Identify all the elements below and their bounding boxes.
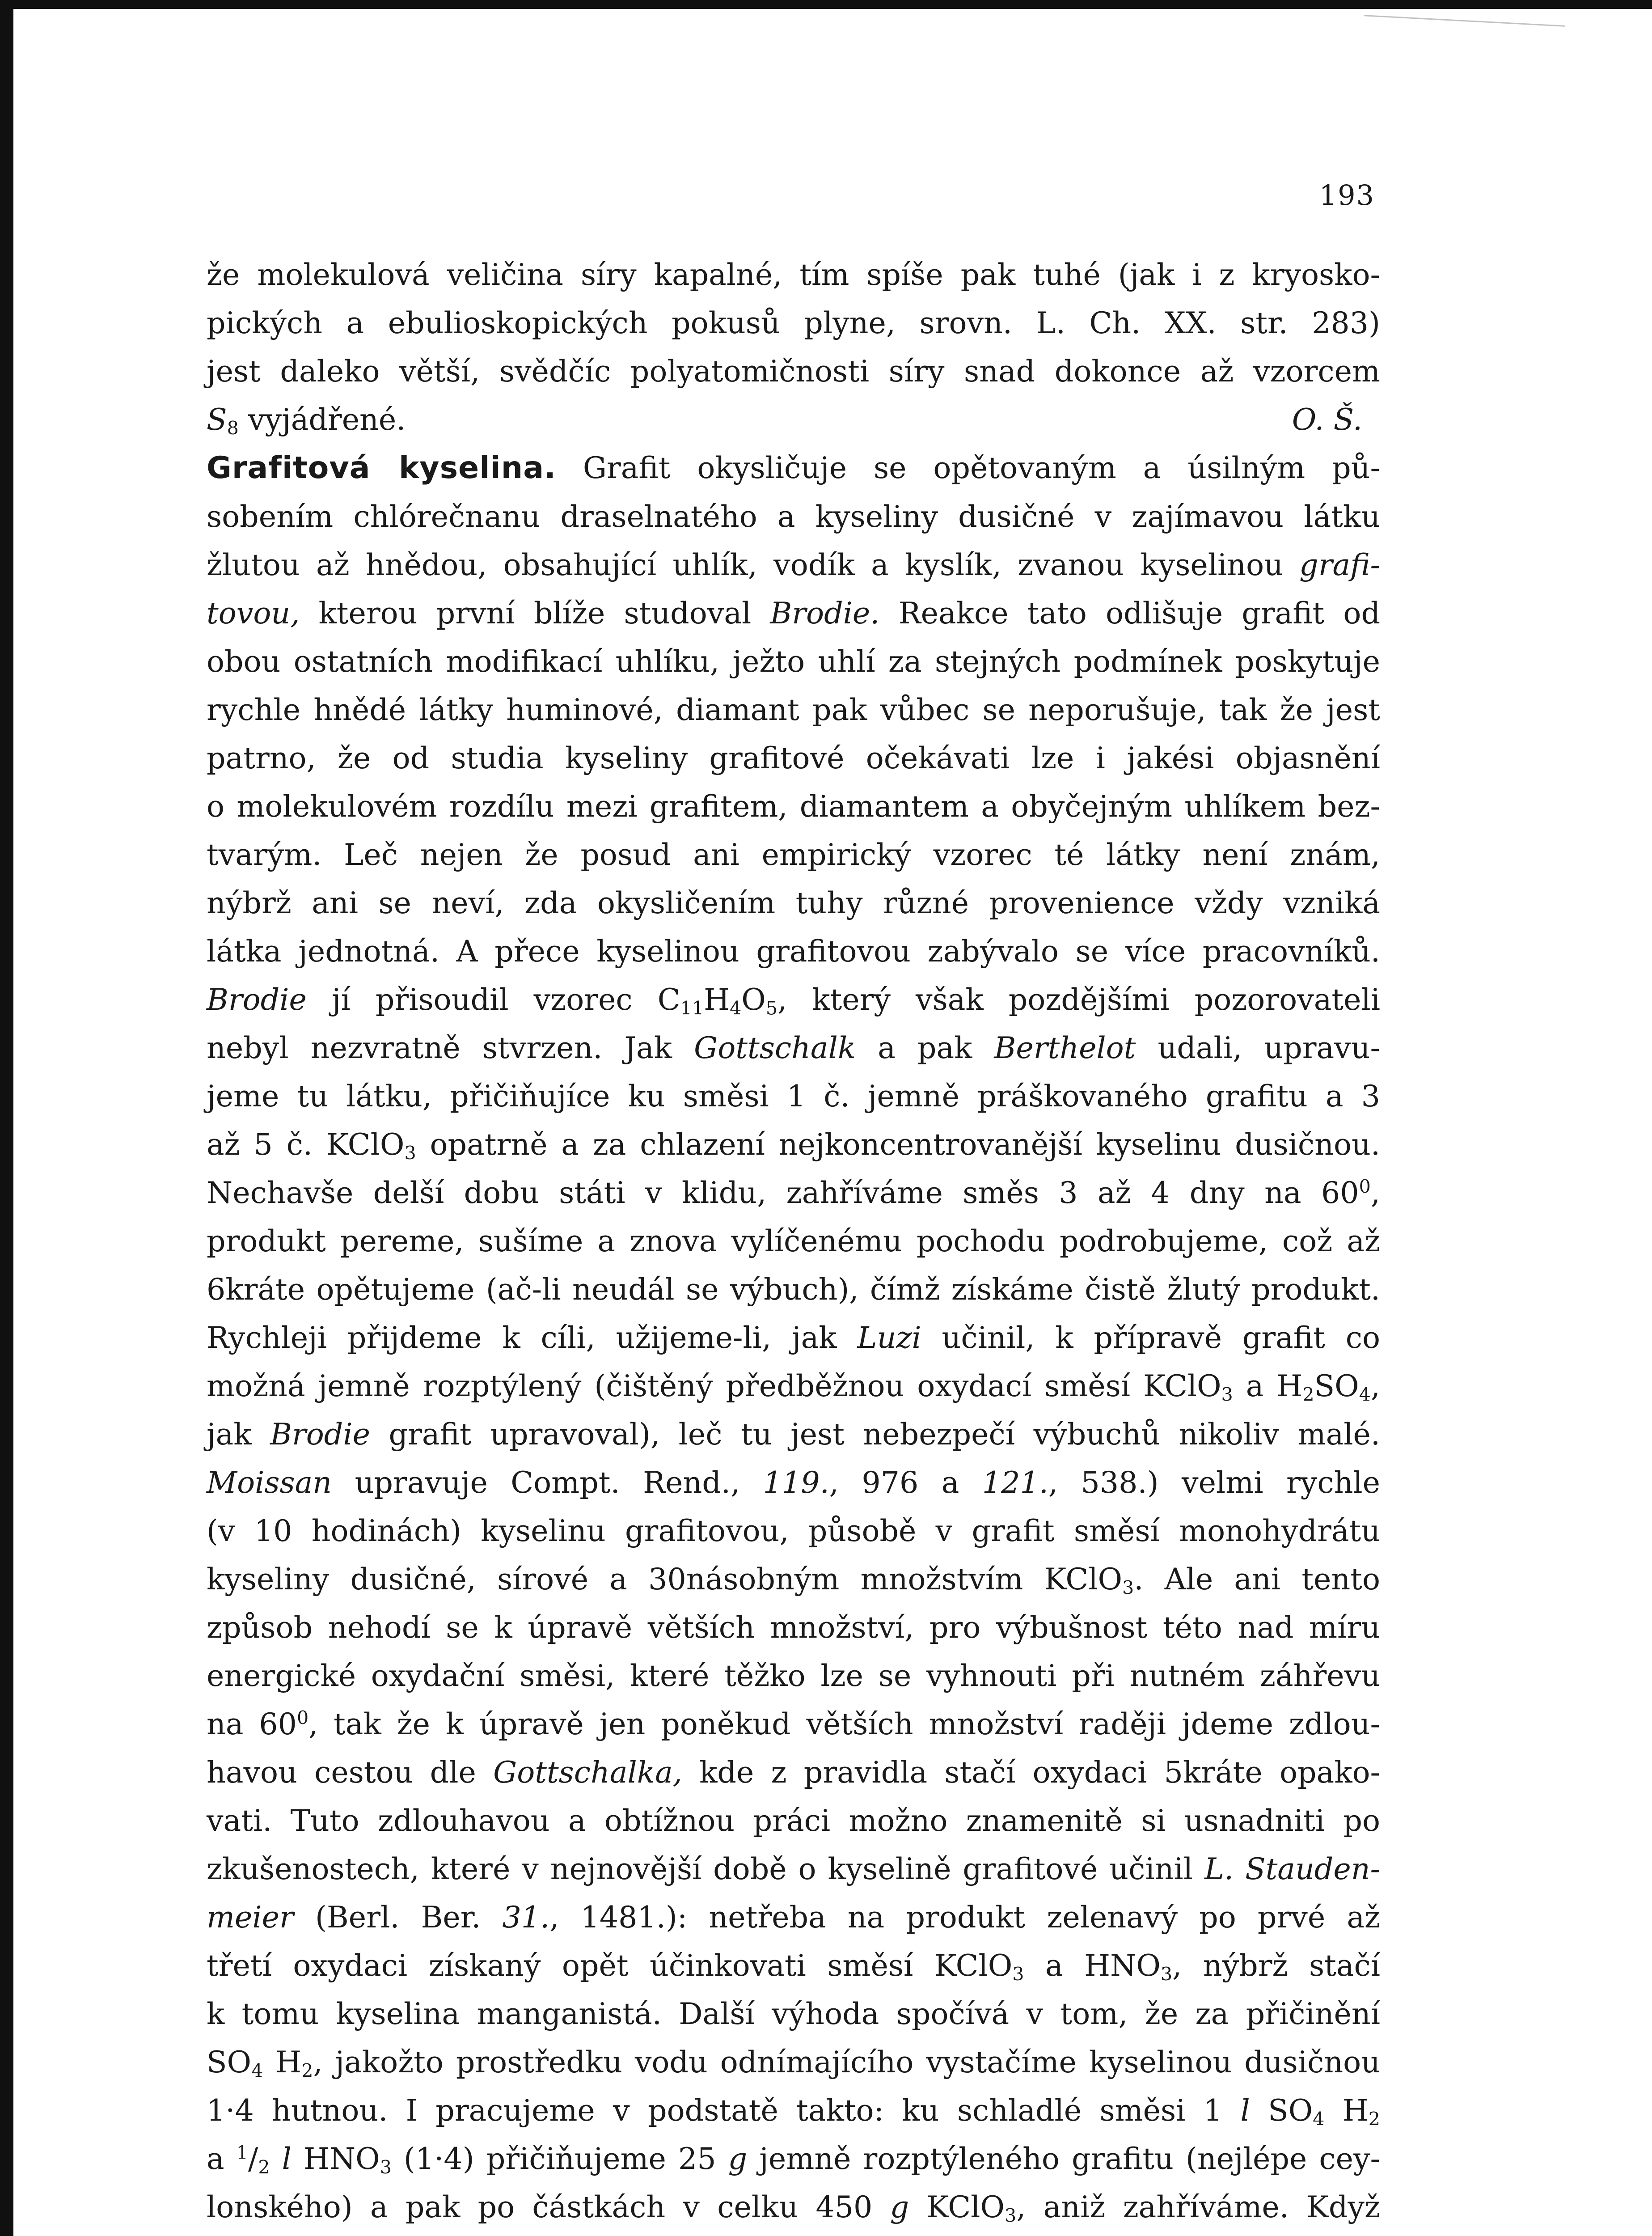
- text-line: [207, 2231, 1380, 2236]
- text-line: jest daleko větší, svědčíc polyatomičnosti síry snad dokonce až vzorcem: [207, 354, 1380, 389]
- text-line: žlutou až hnědou, obsahující uhlík, vodík a kyslík, zvanou kyselinou grafi-: [207, 547, 1381, 582]
- text-line: Rychleji přijdeme k cíli, užijeme-li, jak Luzi učinil, k přípravě grafit co: [207, 1320, 1380, 1355]
- text-line: a $^1/_2$ l $HNO_3$ (1·4) přičiňujeme 25 g jemně rozptýleného grafitu (nejlépe cey-: [207, 2141, 1380, 2178]
- text-line: sobením chlórečnanu draselnatého a kyseliny dusičné v zajímavou látku: [207, 499, 1380, 534]
- text-line: že molekulová veličina síry kapalné, tím spíše pak tuhé (jak i z kryosko-: [207, 257, 1380, 292]
- text-line: meier (Berl. Ber. 31., 1481.): netřeba na produkt zelenavý po prvé až: [207, 1900, 1381, 1935]
- text-line: zkušenostech, které v nejnovější době o kyselině grafitové učinil L. Stauden-: [207, 1851, 1380, 1886]
- text-line: o molekulovém rozdílu mezi grafitem, diamantem a obyčejným uhlíkem bez-: [207, 789, 1380, 824]
- scan-border-top: [0, 0, 1652, 9]
- text-line: na $60^0$, tak že k úpravě jen poněkud větších množství raději jdeme zdlou-: [207, 1707, 1381, 1741]
- text-line: produkt pereme, sušíme a znova vylíčenému pochodu podrobujeme, což až: [207, 1224, 1380, 1258]
- text-line: 6kráte opětujeme (ač-li neudál se výbuch), čímž získáme čistě žlutý produkt.: [207, 1272, 1380, 1307]
- text-line: kyseliny dusičné, sírové a 30násobným množstvím KClO$_3$. Ale ani tento: [207, 1562, 1380, 1599]
- text-line: Moissan upravuje Compt. Rend., 119., 976 a 121., 538.) velmi rychle: [207, 1465, 1381, 1500]
- text-line: $SO_4$ $H_2$, jakožto prostředku vodu odnímajícího vystačíme kyselinou dusičnou: [207, 2045, 1381, 2082]
- text-line: tvarým. Leč nejen že posud ani empirický vzorec té látky není znám,: [207, 837, 1380, 872]
- text-line: obou ostatních modifikací uhlíku, ježto uhlí za stejných podmínek poskytuje: [207, 644, 1380, 679]
- text-line: způsob nehodí se k úpravě větších množství, pro výbušnost této nad míru: [207, 1610, 1380, 1645]
- text-line: 1·4 hutnou. I pracujeme v podstatě takto: ku schladlé směsi 1 l $SO_4$ $H_2$: [207, 2093, 1380, 2130]
- text-line: možná jemně rozptýlený (čištěný předběžnou oxydací směsí KClO$_3$ a $H_2SO_4$,: [207, 1368, 1381, 1406]
- text-line: nebyl nezvratně stvrzen. Jak Gottschalk a pak Berthelot udali, upravu-: [207, 1030, 1380, 1065]
- text-line: třetí oxydaci získaný opět účinkovati směsí KClO$_3$ a $HNO_3$, nýbrž stačí: [207, 1948, 1381, 1985]
- text-line: havou cestou dle Gottschalka, kde z pravidla stačí oxydaci 5kráte opako-: [207, 1755, 1380, 1790]
- page-number: 193: [1319, 179, 1375, 212]
- section-heading: Grafitová kyselina.: [207, 450, 556, 486]
- text-line: jak Brodie grafit upravoval), leč tu jest nebezpečí výbuchů nikoliv malé.: [207, 1417, 1381, 1452]
- text-line: Nechavše delší dobu státi v klidu, zahříváme směs 3 až 4 dny na $60^0$,: [207, 1175, 1380, 1210]
- text-line: lonského) a pak po částkách v celku 450 g KClO$_3$, aniž zahříváme. Když: [207, 2189, 1381, 2227]
- text-line: Grafitová kyselina. Grafit okysličuje se opětovaným a úsilným pů-: [207, 450, 1380, 486]
- text-line: vati. Tuto zdlouhavou a obtížnou práci možno znamenitě si usnadniti po: [207, 1803, 1380, 1838]
- author-signature: O. Š.: [1292, 402, 1362, 437]
- text-line: (v 10 hodinách) kyselinu grafitovou, působě v grafit směsí monohydrátu: [207, 1513, 1380, 1548]
- text-line: k tomu kyselina manganistá. Další výhoda spočívá v tom, že za přičinění: [207, 1996, 1380, 2031]
- text-line: až 5 č. KClO$_3$ opatrně a za chlazení nejkoncentrovanější kyselinu dusičnou.: [207, 1127, 1381, 1164]
- scan-border-left: [0, 0, 13, 2236]
- scan-artifact: [1364, 15, 1565, 30]
- text-line: energické oxydační směsi, které těžko lze se vyhnouti při nutném záhřevu: [207, 1658, 1380, 1693]
- text-line: rychle hnědé látky huminové, diamant pak vůbec se neporušuje, tak že jest: [207, 692, 1380, 727]
- text-line: látka jednotná. A přece kyselinou grafitovou zabývalo se více pracovníků.: [207, 934, 1380, 969]
- text-line: jeme tu látku, přičiňujíce ku směsi 1 č. jemně práškovaného grafitu a 3: [207, 1079, 1380, 1114]
- text-line-with-signature: $S_8$ vyjádřené. O. Š.: [207, 395, 1380, 444]
- text-line: tovou, kterou první blíže studoval Brodie. Reakce tato odlišuje grafit od: [207, 596, 1381, 631]
- text-line: patrno, že od studia kyseliny grafitové očekávati lze i jakési objasnění: [207, 741, 1380, 775]
- text-line: nýbrž ani se neví, zda okysličením tuhy různé provenience vždy vzniká: [207, 885, 1380, 920]
- text-line: Brodie jí přisoudil vzorec $C_{11}H_4O_5$, který však pozdějšími pozorovateli: [207, 982, 1380, 1019]
- text-line: pických a ebulioskopických pokusů plyne, srovn. L. Ch. XX. str. 283): [207, 305, 1380, 340]
- page-body: [207, 250, 1380, 2236]
